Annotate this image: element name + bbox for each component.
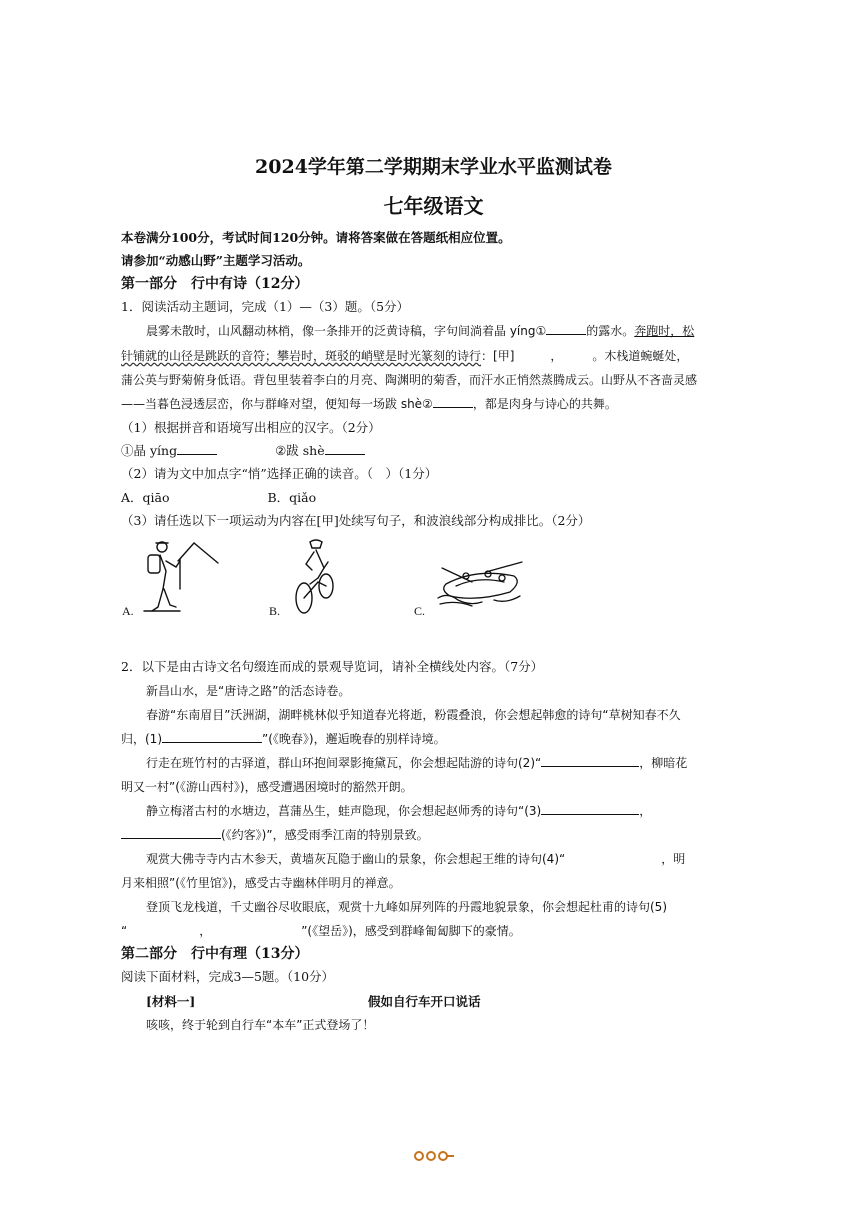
rafting-sketch-icon [436,558,530,608]
q1-stem: 1．阅读活动主题词，完成（1）—（3）题。（5分） [121,299,410,314]
hiker-sketch-icon [136,537,228,617]
blank-1[interactable] [546,322,586,335]
q2-para-1: 新昌山水，是“唐诗之路”的活态诗卷。 [146,684,351,698]
q2-text: ”(《晚春》)，邂逅晚春的别样诗境。 [262,732,446,746]
q2-para-3a [146,753,687,773]
passage-line-3: 蒲公英与野菊俯身低语。背包里装着李白的月亮、陶渊明的菊香，而汗水正悄然蒸腾成云。山野从不吝啬灵感 [121,373,698,387]
blank-q2-1[interactable] [162,730,262,743]
blank-2[interactable] [433,395,473,408]
material-first-line: 咳咳，终于轮到自行车“本车”正式登场了！ [146,1018,375,1032]
material-label: [材料一] [146,994,196,1009]
passage-underlined: 奔跑时，松 [634,324,695,338]
q2-text: 静立梅渚古村的水塘边，菖蒲丛生，蛙声隐现，你会想起赵师秀的诗句“(3) [146,804,542,818]
blank-q2-3b[interactable] [121,826,221,839]
cyclist-sketch-icon [290,538,340,616]
q2-text: (《约客》)”，感受雨季江南的特别景致。 [221,828,429,842]
q2-text: ， [639,804,652,818]
q2-stem: 2．以下是由古诗文名句缀连而成的景观导览词，请补全横线处内容。（7分） [121,659,544,674]
fig-label-c: C. [414,604,426,618]
option-b[interactable]: B．qiǎo [267,490,317,505]
q1-sub3: （3）请任选以下一项运动为内容在[甲]处续写句子，和波浪线部分构成排比。（2分） [121,513,591,528]
passage-line-4 [121,394,617,414]
q2-para-4b [121,825,429,845]
q2-para-6b: “ ， ”(《望岳》)，感受到群峰匍匐脚下的豪情。 [121,924,521,938]
answer-a: ①晶 yíng [121,443,178,458]
q2-para-4a [146,801,651,821]
q2-para-5a: 观赏大佛寺寺内古木参天，黄墙灰瓦隐于幽山的景象，你会想起王维的诗句(4)“ ，明 [146,852,686,866]
q2-text: ，柳暗花 [639,756,688,770]
passage-line-1 [146,321,694,341]
part1-heading: 第一部分 行中有诗（12分） [121,276,309,292]
q1-sub1: （1）根据拼音和语境写出相应的汉字。（2分） [121,420,381,435]
q1-sub1-answers [121,441,365,461]
exam-title: 2024学年第二学期期末学业水平监测试卷 [255,156,612,178]
blank-q2-2[interactable] [541,754,639,767]
q1-sub2-options [121,488,316,508]
fig-label-b: B. [269,604,281,618]
blank-yíng[interactable] [177,442,217,455]
fig-label-a: A. [122,604,134,618]
q2-para-3b: 明又一村”(《游山西村》)，感受遭遇困境时的豁然开朗。 [121,780,413,794]
q2-text: 归，(1) [121,732,162,746]
q2-para-2b [121,729,446,749]
passage-text: 晨雾未散时，山风翻动林梢，像一条排开的泛黄诗稿，字句间淌着晶 yíng① [146,324,547,338]
answer-b: ②跋 shè [275,443,325,458]
q2-para-2a: 春游“东南眉目”沃洲湖，湖畔桃林似乎知道春光将逝，粉霞叠浪，你会想起韩愈的诗句“草树知春不久 [146,708,681,722]
option-a[interactable]: A．qiāo [121,490,170,505]
passage-text: 的露水。 [586,324,635,338]
part2-heading: 第二部分 行中有理（13分） [121,946,309,962]
exam-subtitle: 七年级语文 [383,194,484,218]
q2-text: 行走在班竹村的古驿道，群山环抱间翠影掩黛瓦，你会想起陆游的诗句(2)“ [146,756,542,770]
intro-line-2: 请参加“动感山野”主题学习活动。 [121,253,311,268]
blank-q2-3a[interactable] [541,802,639,815]
passage-line-2 [121,346,688,366]
logo-mark-icon [412,1150,456,1162]
material-title: 假如自行车开口说话 [368,994,481,1009]
intro-line-1: 本卷满分100分，考试时间120分钟。请将答案做在答题纸相应位置。 [121,230,511,245]
q1-sub2: （2）请为文中加点字“悄”选择正确的读音。（ ）（1分） [121,466,438,481]
passage-text: ，都是肉身与诗心的共舞。 [472,397,617,411]
passage-text: ——当暮色浸透层峦，你与群峰对望，便知每一场跋 shè② [121,397,433,411]
q2-para-5b: 月来相照”(《竹里馆》)，感受古寺幽林伴明月的禅意。 [121,876,401,890]
q2-para-6a: 登顶飞龙栈道，千丈幽谷尽收眼底，观赏十九峰如屏列阵的丹霞地貌景象，你会想起杜甫的诗句(5) [146,900,668,914]
passage-wavy-text: 针铺就的山径是跳跃的音符；攀岩时，斑驳的峭壁是时光篆刻的诗行 [121,349,482,363]
passage-text: ：[甲] ， 。木栈道蜿蜒处， [481,349,689,363]
part2-instructions: 阅读下面材料，完成3—5题。（10分） [121,969,335,984]
blank-shè[interactable] [325,442,365,455]
